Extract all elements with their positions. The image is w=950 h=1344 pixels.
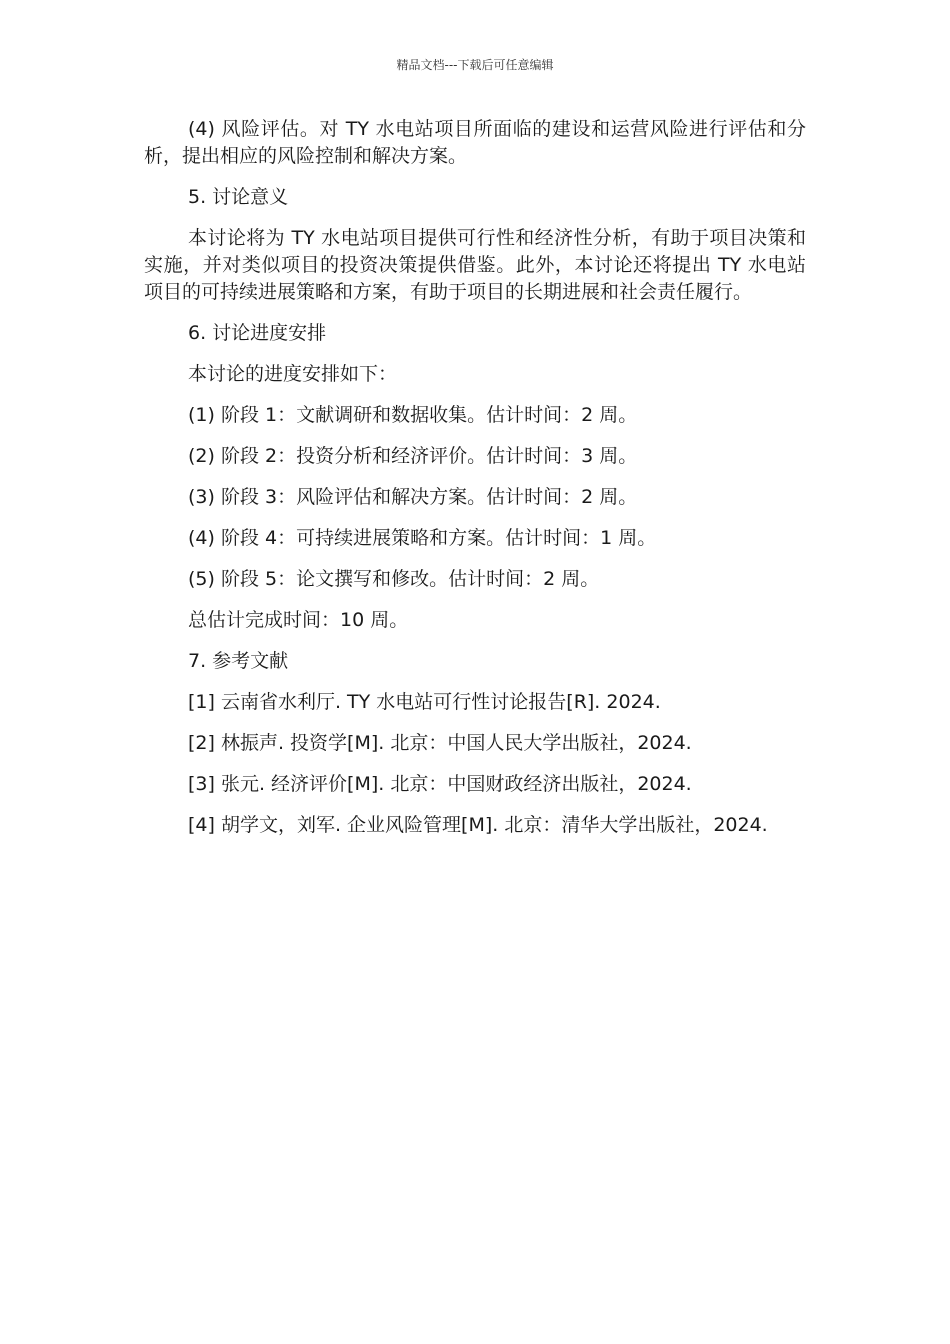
heading-schedule: 6. 讨论进度安排 (188, 322, 327, 344)
reference-item: [1] 云南省水利厅. TY 水电站可行性讨论报告[R]. 2024. (188, 691, 661, 713)
schedule-item: (5) 阶段 5：论文撰写和修改。估计时间：2 周。 (188, 568, 600, 590)
reference-item: [3] 张元. 经济评价[M]. 北京：中国财政经济出版社，2024. (188, 773, 692, 795)
paragraph-significance: 本讨论将为 TY 水电站项目提供可行性和经济性分析，有助于项目决策和实施，并对类似项目的投资决策提供借鉴。此外，本讨论还将提出 TY 水电站项目的可持续进展策略和方案，有助于项目的长期进展和社会责任履行。 (144, 227, 806, 303)
paragraph-total-time: 总估计完成时间：10 周。 (188, 609, 409, 631)
paragraph-schedule-intro: 本讨论的进度安排如下： (188, 363, 398, 385)
heading-references: 7. 参考文献 (188, 650, 289, 672)
schedule-item: (3) 阶段 3：风险评估和解决方案。估计时间：2 周。 (188, 486, 638, 508)
reference-item: [2] 林振声. 投资学[M]. 北京：中国人民大学出版社，2024. (188, 732, 692, 754)
heading-discussion-significance: 5. 讨论意义 (188, 186, 289, 208)
page-header: 精品文档---下载后可任意编辑 (396, 58, 554, 72)
schedule-item: (1) 阶段 1：文献调研和数据收集。估计时间：2 周。 (188, 404, 638, 426)
document-body (144, 116, 806, 853)
paragraph-risk-assessment: (4) 风险评估。对 TY 水电站项目所面临的建设和运营风险进行评估和分析，提出相应的风险控制和解决方案。 (144, 118, 806, 167)
reference-item: [4] 胡学文，刘军. 企业风险管理[M]. 北京：清华大学出版社，2024. (188, 814, 768, 836)
schedule-item: (4) 阶段 4：可持续进展策略和方案。估计时间：1 周。 (188, 527, 657, 549)
schedule-item: (2) 阶段 2：投资分析和经济评价。估计时间：3 周。 (188, 445, 638, 467)
